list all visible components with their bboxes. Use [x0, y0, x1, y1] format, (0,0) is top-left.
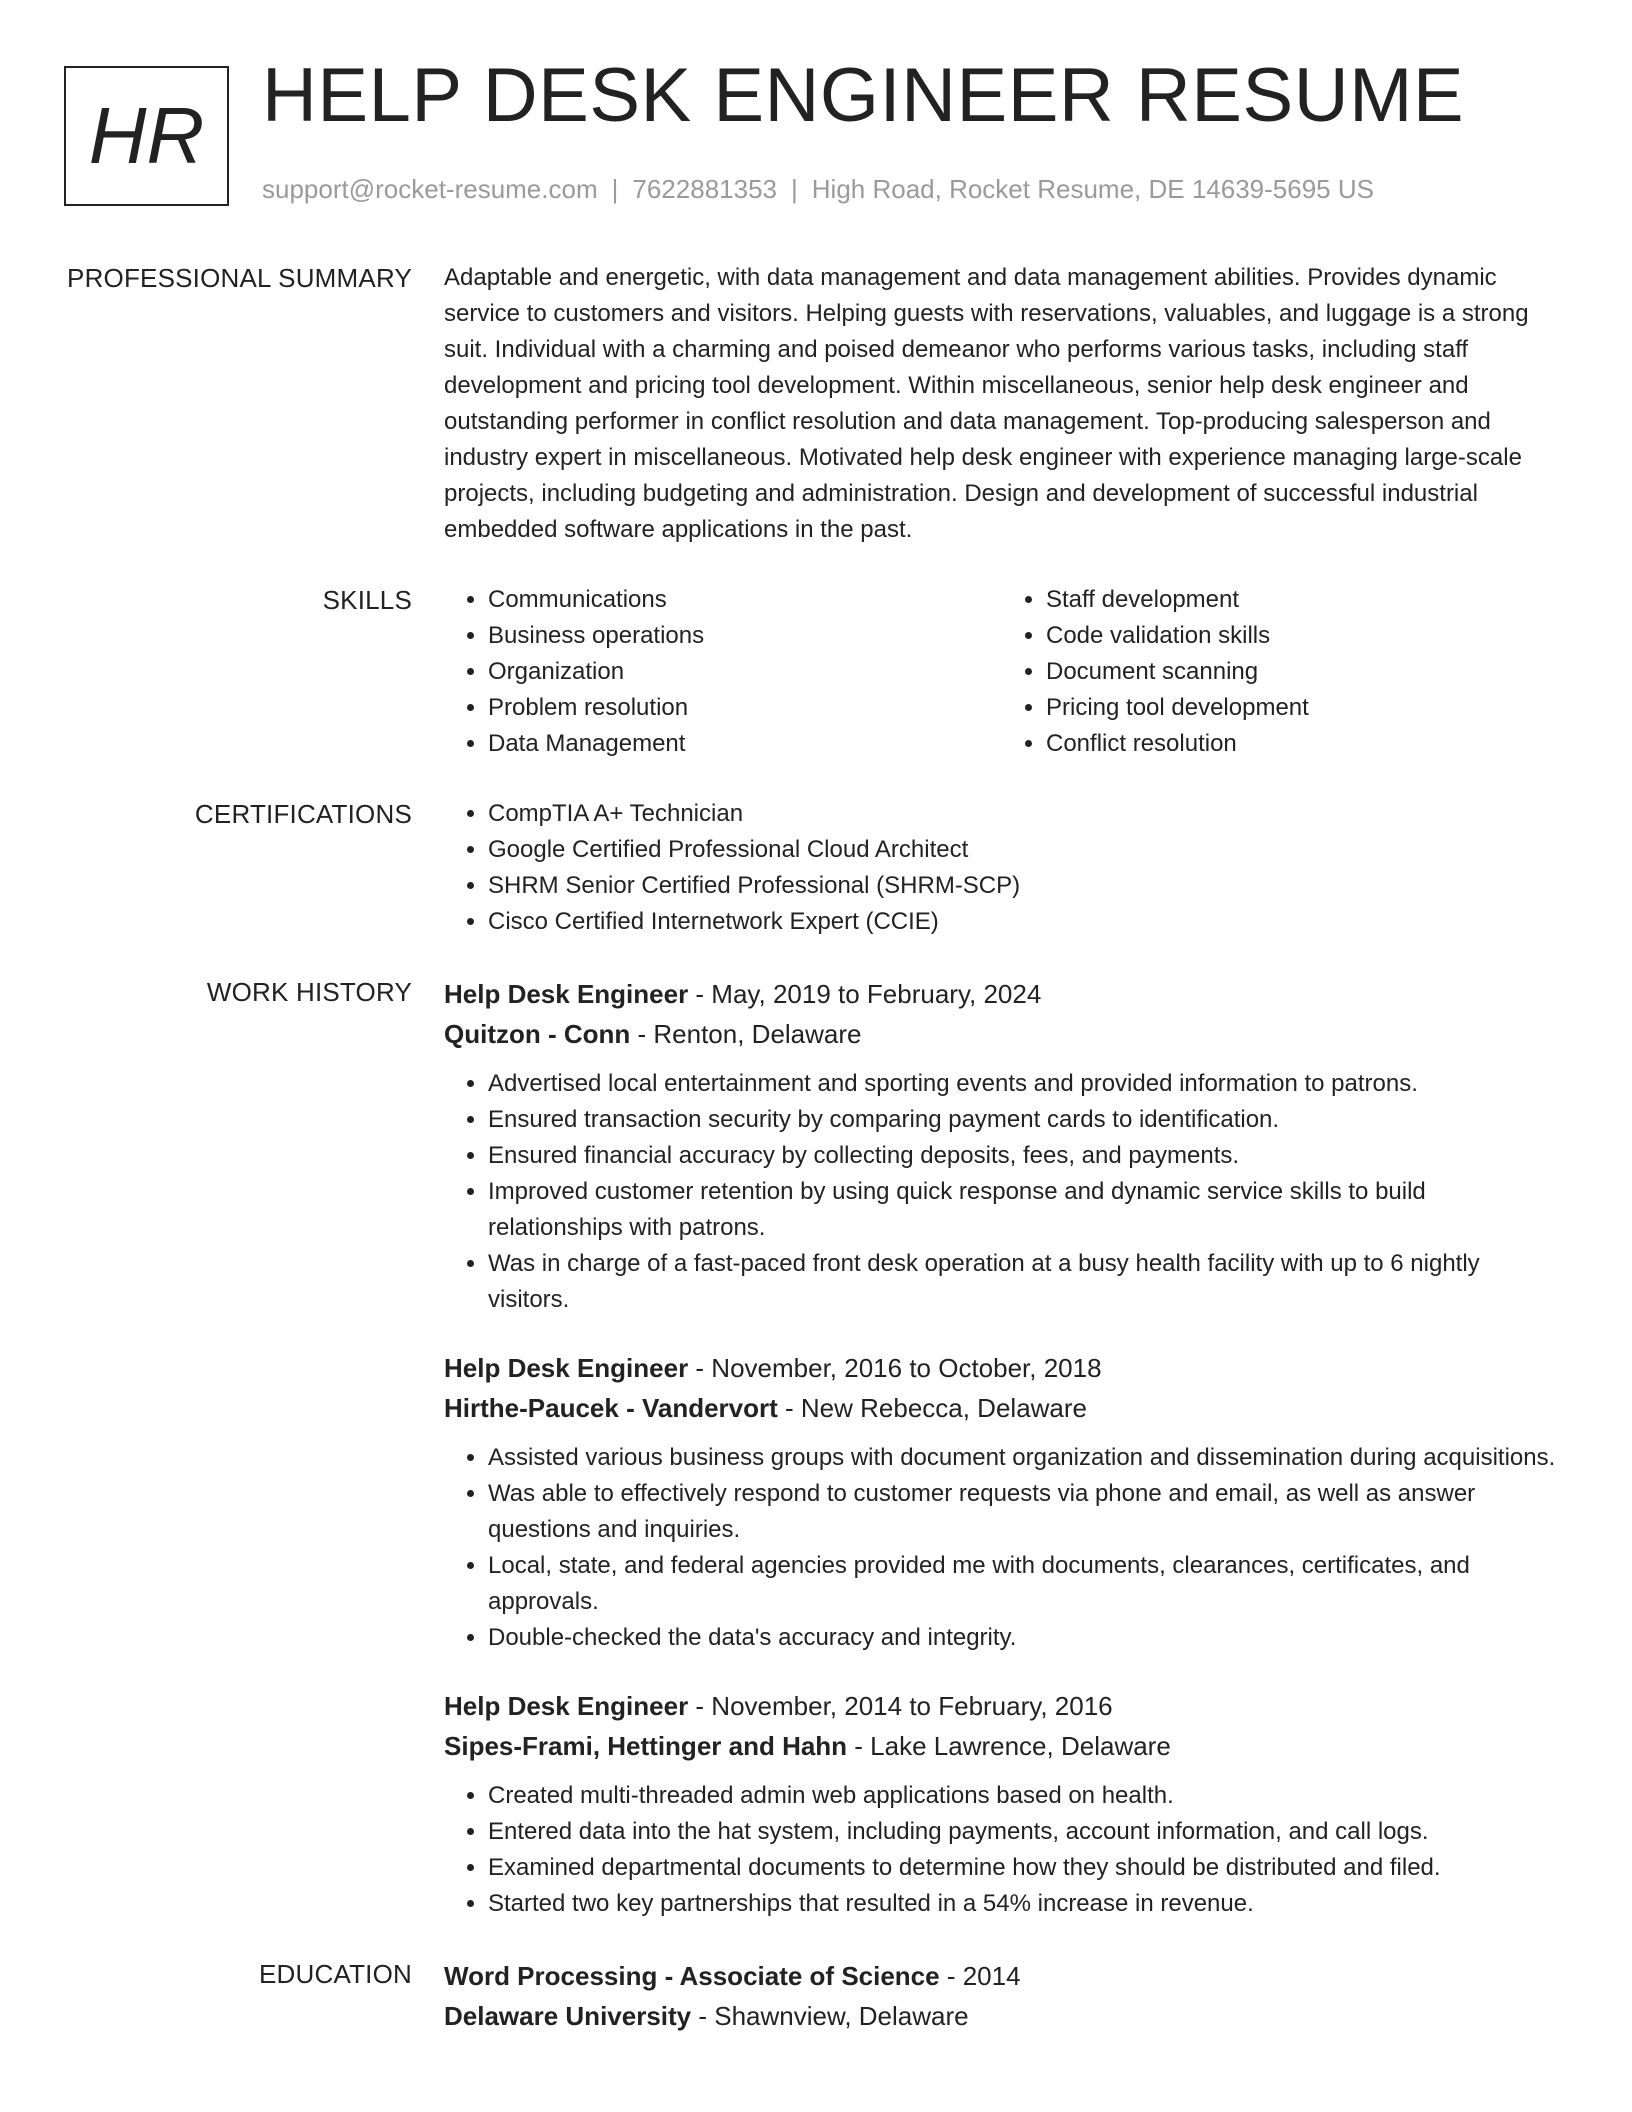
education-section — [0, 1956, 1632, 2036]
list-item: • Created multi-threaded admin web applications based on health. — [488, 1778, 1560, 1814]
job-entry — [444, 1348, 1560, 1656]
list-item: • Advertised local entertainment and sporting events and provided information to patrons. — [488, 1066, 1560, 1102]
list-item: • Ensured financial accuracy by collecting deposits, fees, and payments. — [488, 1138, 1560, 1174]
section-heading: PROFESSIONAL SUMMARY — [67, 263, 412, 293]
list-item: • Business operations — [488, 618, 1002, 654]
page-title: HELP DESK ENGINEER RESUME — [262, 53, 1465, 138]
section-heading: EDUCATION — [259, 1959, 412, 1989]
skills-grid — [444, 582, 1560, 762]
job-location: - Lake Lawrence, Delaware — [847, 1731, 1171, 1761]
job-entry — [444, 974, 1560, 1318]
job-bullets — [444, 1778, 1560, 1922]
job-dates: - May, 2019 to February, 2024 — [688, 979, 1042, 1009]
list-item: • Staff development — [1046, 582, 1560, 618]
job-entry — [444, 1686, 1560, 1922]
education-location: - Shawnview, Delaware — [691, 2001, 969, 2031]
resume-sections — [0, 260, 1632, 2070]
list-item: • Ensured transaction security by comparing payment cards to identification. — [488, 1102, 1560, 1138]
section-heading: WORK HISTORY — [206, 977, 412, 1007]
list-item: • Examined departmental documents to determine how they should be distributed and filed. — [488, 1850, 1560, 1886]
list-item: • Started two key partnerships that resulted in a 54% increase in revenue. — [488, 1886, 1560, 1922]
list-item: • Was in charge of a fast-paced front desk operation at a busy health facility with up to 6 nightly visitors. — [488, 1246, 1560, 1318]
work-history-section — [0, 974, 1632, 1922]
education-year: - 2014 — [939, 1961, 1021, 1991]
education-school-line — [444, 1996, 1560, 2036]
skills-list-left — [444, 582, 1002, 762]
list-item: • Cisco Certified Internetwork Expert (CCIE) — [488, 904, 1560, 940]
list-item: • Communications — [488, 582, 1002, 618]
list-item: • Assisted various business groups with document organization and dissemination during acquisitions. — [488, 1440, 1560, 1476]
job-title-line — [444, 1348, 1560, 1388]
work-history-body — [444, 974, 1560, 1922]
job-title-line — [444, 974, 1560, 1014]
list-item: • CompTIA A+ Technician — [488, 796, 1560, 832]
job-bullets — [444, 1066, 1560, 1318]
list-item: • Google Certified Professional Cloud Architect — [488, 832, 1560, 868]
job-dates: - November, 2014 to February, 2016 — [688, 1691, 1113, 1721]
summary-text: Adaptable and energetic, with data management and data management abilities. Provides dynamic service to customers and visitors. Helping guests with reservations, valuables, and luggage is a strong suit. Individual with a charming and poised demeanor who performs various tasks, including staff development and pricing tool development. Within miscellaneous, senior help desk engineer and outstanding performer in conflict resolution and data management. Top-producing salesperson and industry expert in miscellaneous. Motivated help desk engineer with experience managing large-scale projects, including budgeting and administration. Design and development of successful industrial embedded software applications in the past. — [444, 264, 1529, 543]
section-heading: SKILLS — [322, 585, 412, 615]
education-degree-line — [444, 1956, 1560, 1996]
certifications-list — [444, 796, 1560, 940]
list-item: • Data Management — [488, 726, 1002, 762]
skills-list-right — [1002, 582, 1560, 762]
certifications-section — [0, 796, 1632, 940]
contact-separator: | — [611, 174, 619, 204]
education-degree: Word Processing - Associate of Science — [444, 1961, 940, 1991]
job-company-line — [444, 1014, 1560, 1054]
job-location: - New Rebecca, Delaware — [777, 1393, 1088, 1423]
certifications-body — [444, 796, 1560, 940]
list-item: • Code validation skills — [1046, 618, 1560, 654]
contact-separator: | — [791, 174, 798, 204]
job-company-line — [444, 1726, 1560, 1766]
summary-section — [0, 260, 1632, 548]
job-title: Help Desk Engineer — [444, 979, 689, 1009]
job-dates: - November, 2016 to October, 2018 — [688, 1353, 1102, 1383]
summary-body — [444, 260, 1560, 548]
job-company: Hirthe-Paucek - Vandervort — [444, 1393, 778, 1423]
list-item: • Conflict resolution — [1046, 726, 1560, 762]
contact-line — [262, 174, 1374, 205]
list-item: • Was able to effectively respond to customer requests via phone and email, as well as answer questions and inquiries. — [488, 1476, 1560, 1548]
list-item: • Local, state, and federal agencies provided me with documents, clearances, certificates, and approvals. — [488, 1548, 1560, 1620]
job-company: Sipes-Frami, Hettinger and Hahn — [444, 1731, 848, 1761]
job-location: - Renton, Delaware — [630, 1019, 862, 1049]
job-title: Help Desk Engineer — [444, 1353, 689, 1383]
list-item: • Improved customer retention by using quick response and dynamic service skills to build relationships with patrons. — [488, 1174, 1560, 1246]
list-item: • Pricing tool development — [1046, 690, 1560, 726]
list-item: • Document scanning — [1046, 654, 1560, 690]
list-item: • Problem resolution — [488, 690, 1002, 726]
list-item: • SHRM Senior Certified Professional (SHRM-SCP) — [488, 868, 1560, 904]
job-title: Help Desk Engineer — [444, 1691, 689, 1721]
contact-email: support@rocket-resume.com — [262, 174, 598, 204]
contact-phone: 7622881353 — [632, 174, 777, 204]
contact-address: High Road, Rocket Resume, DE 14639-5695 US — [811, 174, 1374, 204]
job-company: Quitzon - Conn — [444, 1019, 631, 1049]
monogram-logo: HR — [64, 66, 229, 206]
job-company-line — [444, 1388, 1560, 1428]
education-school: Delaware University — [444, 2001, 692, 2031]
job-title-line — [444, 1686, 1560, 1726]
list-item: • Organization — [488, 654, 1002, 690]
list-item: • Double-checked the data's accuracy and integrity. — [488, 1620, 1560, 1656]
list-item: • Entered data into the hat system, including payments, account information, and call logs. — [488, 1814, 1560, 1850]
education-body — [444, 1956, 1560, 2036]
job-bullets — [444, 1440, 1560, 1656]
section-heading: CERTIFICATIONS — [194, 799, 412, 829]
skills-section — [0, 582, 1632, 762]
